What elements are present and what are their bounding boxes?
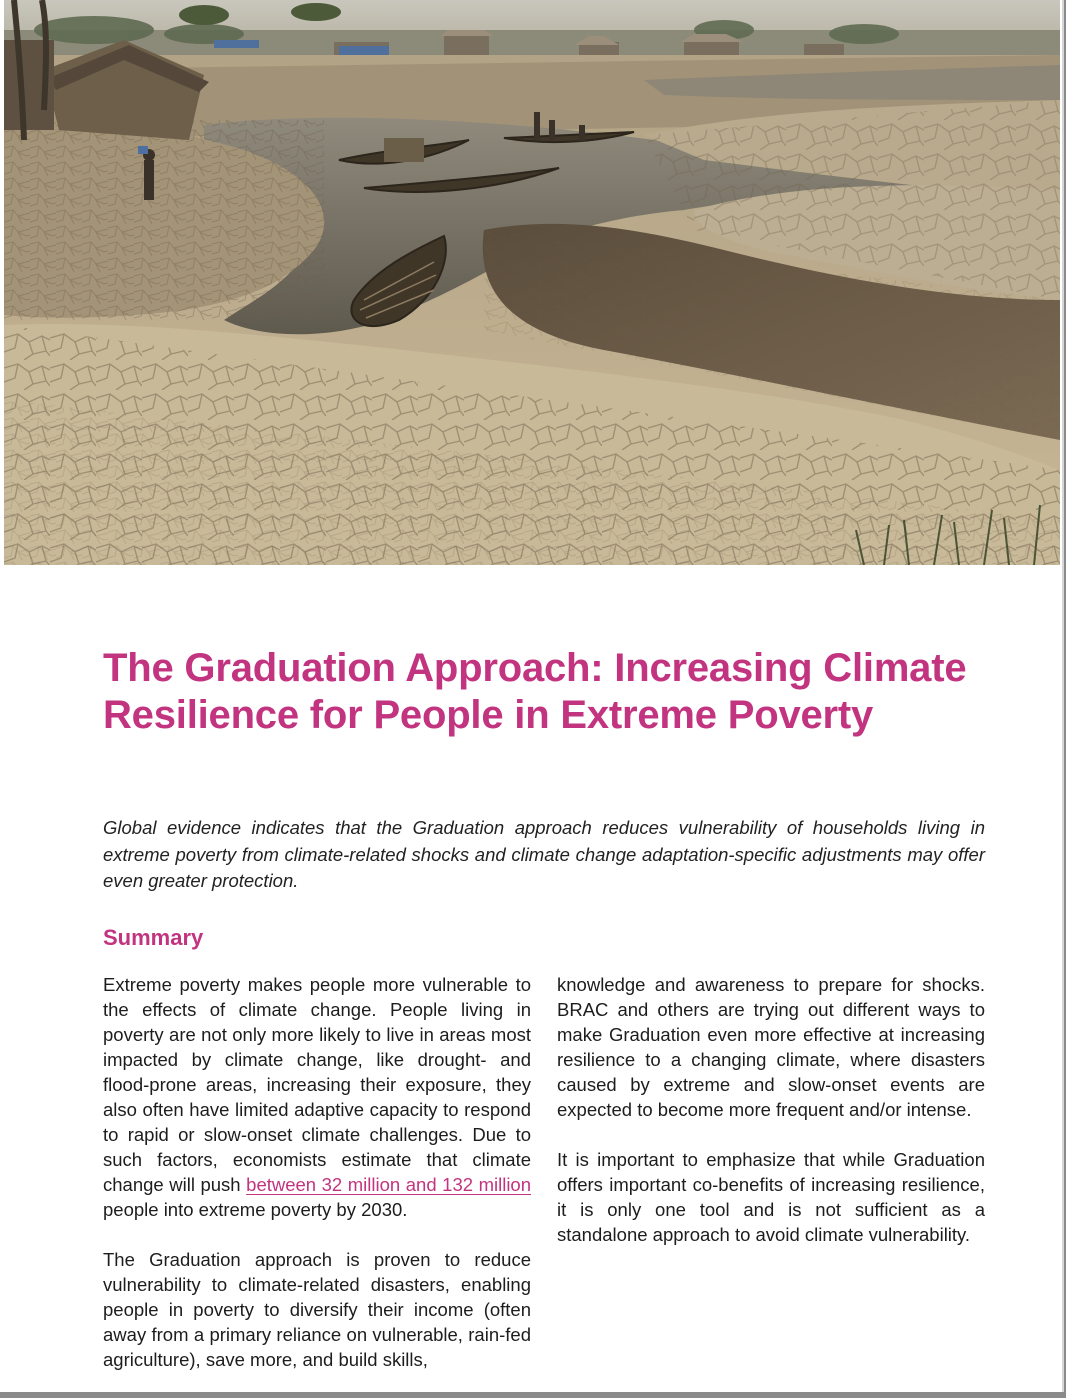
hero-photo	[4, 0, 1060, 565]
summary-heading: Summary	[103, 925, 204, 950]
lead-paragraph: Global evidence indicates that the Graduation approach reduces vulnerability of households living in extreme poverty from climate-related shocks and climate change adaptation-specific adjustments may offer even greater protection.	[103, 817, 985, 891]
page-title: The Graduation Approach: Increasing Climate Resilience for People in Extreme Poverty	[103, 646, 967, 737]
summary-paragraph-1-tail: people into extreme poverty by 2030.	[103, 1199, 408, 1220]
summary-column-left	[103, 972, 531, 1392]
poverty-estimate-link[interactable]: between 32 million and 132 million	[246, 1174, 532, 1195]
summary-paragraph-4: It is important to emphasize that while Graduation offers important co-benefits of increasing resilience, it is only one tool and is not sufficient as a standalone approach to avoid climate vulnerability.	[557, 1149, 985, 1245]
summary-column-right	[557, 972, 985, 1272]
summary-paragraph-3: knowledge and awareness to prepare for shocks. BRAC and others are trying out different ways to make Graduation even more effective at increasing resilience to a changing climate, where disasters caused by extreme and slow-onset events are expected to become more frequent and/or intense.	[557, 974, 985, 1120]
summary-paragraph-1	[103, 972, 531, 1222]
summary-paragraph-1-text: Extreme poverty makes people more vulnerable to the effects of climate change. People living in poverty are not only more likely to live in areas most impacted by climate change, like drought- and flood-prone areas, increasing their exposure, they also often have limited adaptive capacity to respond to rapid or slow-onset climate challenges. Due to such factors, economists estimate that climate change will push	[103, 974, 531, 1195]
summary-paragraph-2: The Graduation approach is proven to reduce vulnerability to climate-related disasters, enabling people in poverty to diversify their income (often away from a primary reliance on vulnerable, rain-fed agriculture), save more, and build skills,	[103, 1249, 531, 1370]
